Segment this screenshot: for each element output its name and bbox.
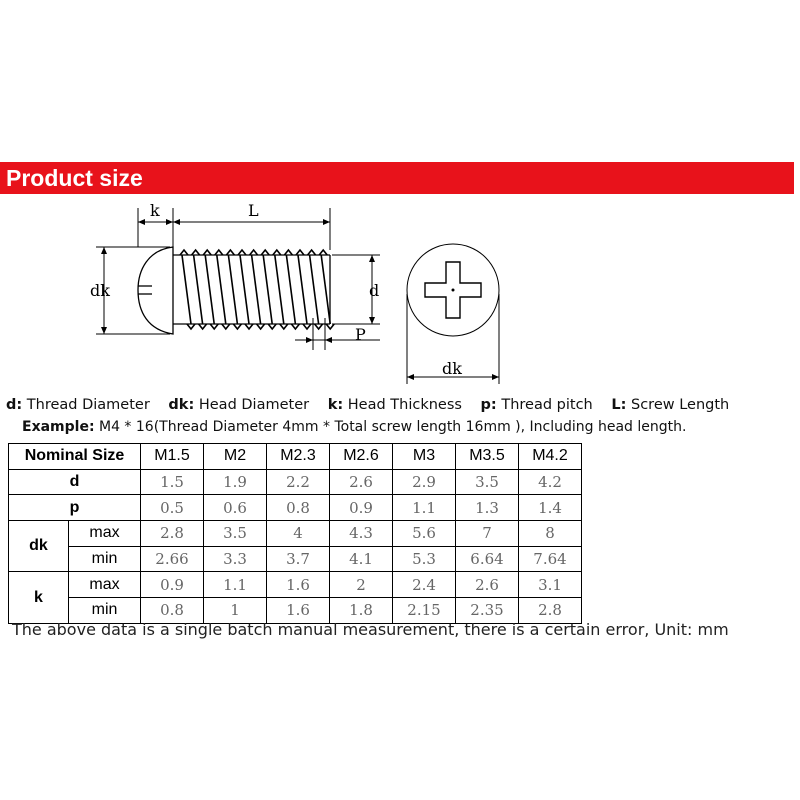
table-cell: 8 bbox=[519, 521, 582, 547]
pitch-label: P bbox=[355, 325, 366, 344]
row-label-p: p bbox=[9, 495, 141, 521]
table-cell: 3.5 bbox=[204, 521, 267, 547]
row-label-k: k bbox=[9, 572, 69, 623]
table-cell: 0.8 bbox=[141, 598, 204, 624]
table-row-p bbox=[9, 495, 582, 521]
table-cell: 2.4 bbox=[393, 572, 456, 598]
legend bbox=[6, 397, 743, 413]
table-cell: 2.35 bbox=[456, 598, 519, 624]
table-row-dk-min bbox=[9, 546, 582, 572]
table-cell: 4.1 bbox=[330, 546, 393, 572]
table-cell: 1.9 bbox=[204, 469, 267, 495]
table-row-d bbox=[9, 469, 582, 495]
table-cell: 1.1 bbox=[393, 495, 456, 521]
example-label: Example: bbox=[22, 419, 95, 435]
L-label: L bbox=[248, 201, 259, 220]
table-cell: 0.5 bbox=[141, 495, 204, 521]
table-cell: 1.3 bbox=[456, 495, 519, 521]
table-row-k-max bbox=[9, 572, 582, 598]
row-label-d: d bbox=[9, 469, 141, 495]
table-cell: 5.6 bbox=[393, 521, 456, 547]
table-cell: 2.66 bbox=[141, 546, 204, 572]
sublabel-min: min bbox=[69, 546, 141, 572]
table-cell: 2.9 bbox=[393, 469, 456, 495]
table-row bbox=[9, 444, 582, 470]
table-cell: 1.5 bbox=[141, 469, 204, 495]
table-cell: 2.8 bbox=[141, 521, 204, 547]
sublabel-max: max bbox=[69, 521, 141, 547]
legend-item: L: Screw Length bbox=[611, 397, 730, 413]
table-cell: 3.7 bbox=[267, 546, 330, 572]
legend-item: k: Head Thickness bbox=[327, 397, 462, 413]
dk-top-label: dk bbox=[442, 359, 462, 378]
table-cell: 0.9 bbox=[141, 572, 204, 598]
table-cell: 2.6 bbox=[456, 572, 519, 598]
column-header: M2 bbox=[204, 444, 267, 470]
table-cell: 1.6 bbox=[267, 598, 330, 624]
table-cell: 3.5 bbox=[456, 469, 519, 495]
table-cell: 2.6 bbox=[330, 469, 393, 495]
table-row-dk-max bbox=[9, 521, 582, 547]
legend-item: dk: Head Diameter bbox=[168, 397, 310, 413]
table-cell: 1 bbox=[204, 598, 267, 624]
screw-head-shape bbox=[138, 247, 173, 334]
table-cell: 7.64 bbox=[519, 546, 582, 572]
table-cell: 0.6 bbox=[204, 495, 267, 521]
table-cell: 4.3 bbox=[330, 521, 393, 547]
table-cell: 2.8 bbox=[519, 598, 582, 624]
table-cell: 1.4 bbox=[519, 495, 582, 521]
column-header: M3 bbox=[393, 444, 456, 470]
table-cell: 1.8 bbox=[330, 598, 393, 624]
table-cell: 2.15 bbox=[393, 598, 456, 624]
table-cell: 7 bbox=[456, 521, 519, 547]
size-table bbox=[8, 443, 582, 624]
column-header: M3.5 bbox=[456, 444, 519, 470]
table-cell: 5.3 bbox=[393, 546, 456, 572]
legend-item: p: Thread pitch bbox=[480, 397, 593, 413]
d-label: d bbox=[369, 281, 380, 300]
table-cell: 0.8 bbox=[267, 495, 330, 521]
dk-side-label: dk bbox=[90, 281, 110, 300]
column-header: M2.3 bbox=[267, 444, 330, 470]
measurement-note: The above data is a single batch manual measurement, there is a certain error, Unit: mm bbox=[12, 620, 729, 639]
table-cell: 2.2 bbox=[267, 469, 330, 495]
legend-item: d: Thread Diameter bbox=[6, 397, 150, 413]
table-cell: 4.2 bbox=[519, 469, 582, 495]
table-cell: 3.1 bbox=[519, 572, 582, 598]
screw-drawing bbox=[0, 194, 800, 394]
header-nominal-size: Nominal Size bbox=[9, 444, 141, 470]
table-cell: 6.64 bbox=[456, 546, 519, 572]
row-label-dk: dk bbox=[9, 521, 69, 572]
column-header: M1.5 bbox=[141, 444, 204, 470]
table-cell: 3.3 bbox=[204, 546, 267, 572]
sublabel-min: min bbox=[69, 598, 141, 624]
sublabel-max: max bbox=[69, 572, 141, 598]
table-cell: 0.9 bbox=[330, 495, 393, 521]
example-text: M4 * 16(Thread Diameter 4mm * Total screw length 16mm ), Including head length. bbox=[99, 419, 687, 435]
screw-threads bbox=[180, 250, 334, 329]
column-header: M2.6 bbox=[330, 444, 393, 470]
section-title: Product size bbox=[6, 165, 143, 191]
example-line bbox=[22, 419, 686, 435]
k-label: k bbox=[150, 201, 160, 220]
table-cell: 1.6 bbox=[267, 572, 330, 598]
table-cell: 1.1 bbox=[204, 572, 267, 598]
table-cell: 4 bbox=[267, 521, 330, 547]
table-cell: 2 bbox=[330, 572, 393, 598]
column-header: M4.2 bbox=[519, 444, 582, 470]
section-banner bbox=[0, 162, 794, 194]
